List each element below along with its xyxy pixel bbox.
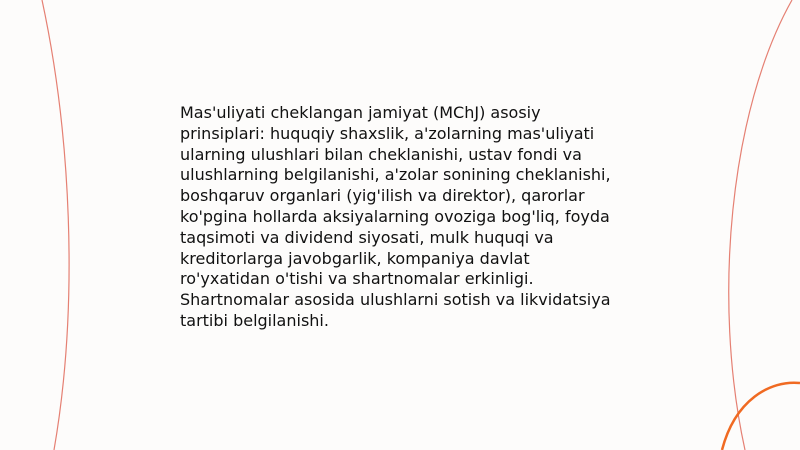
bottom-right-accent-arc (722, 383, 800, 450)
slide-body-text: Mas'uliyati cheklangan jamiyat (MChJ) asosiy prinsiplari: huquqiy shaxslik, a'zolarning mas'uliyati ularning ulushlari bilan cheklanishi, ustav fondi va ulushlarning belgilanishi, a'zolar sonining cheklanishi, boshqaruv organlari (yig'ilish va direktor), qarorlar ko'pgina hollarda aksiyalarning ovoziga bog'liq, foyda taqsimoti va dividend siyosati, mulk huquqi va kreditorlarga javobgarlik, kompaniya davlat ro'yxatidan o'tishi va shartnomalar erkinligi. Shartnomalar asosida ulushlarni sotish va likvidatsiya tartibi belgilanishi. (180, 103, 611, 330)
left-curve-line (42, 0, 69, 450)
